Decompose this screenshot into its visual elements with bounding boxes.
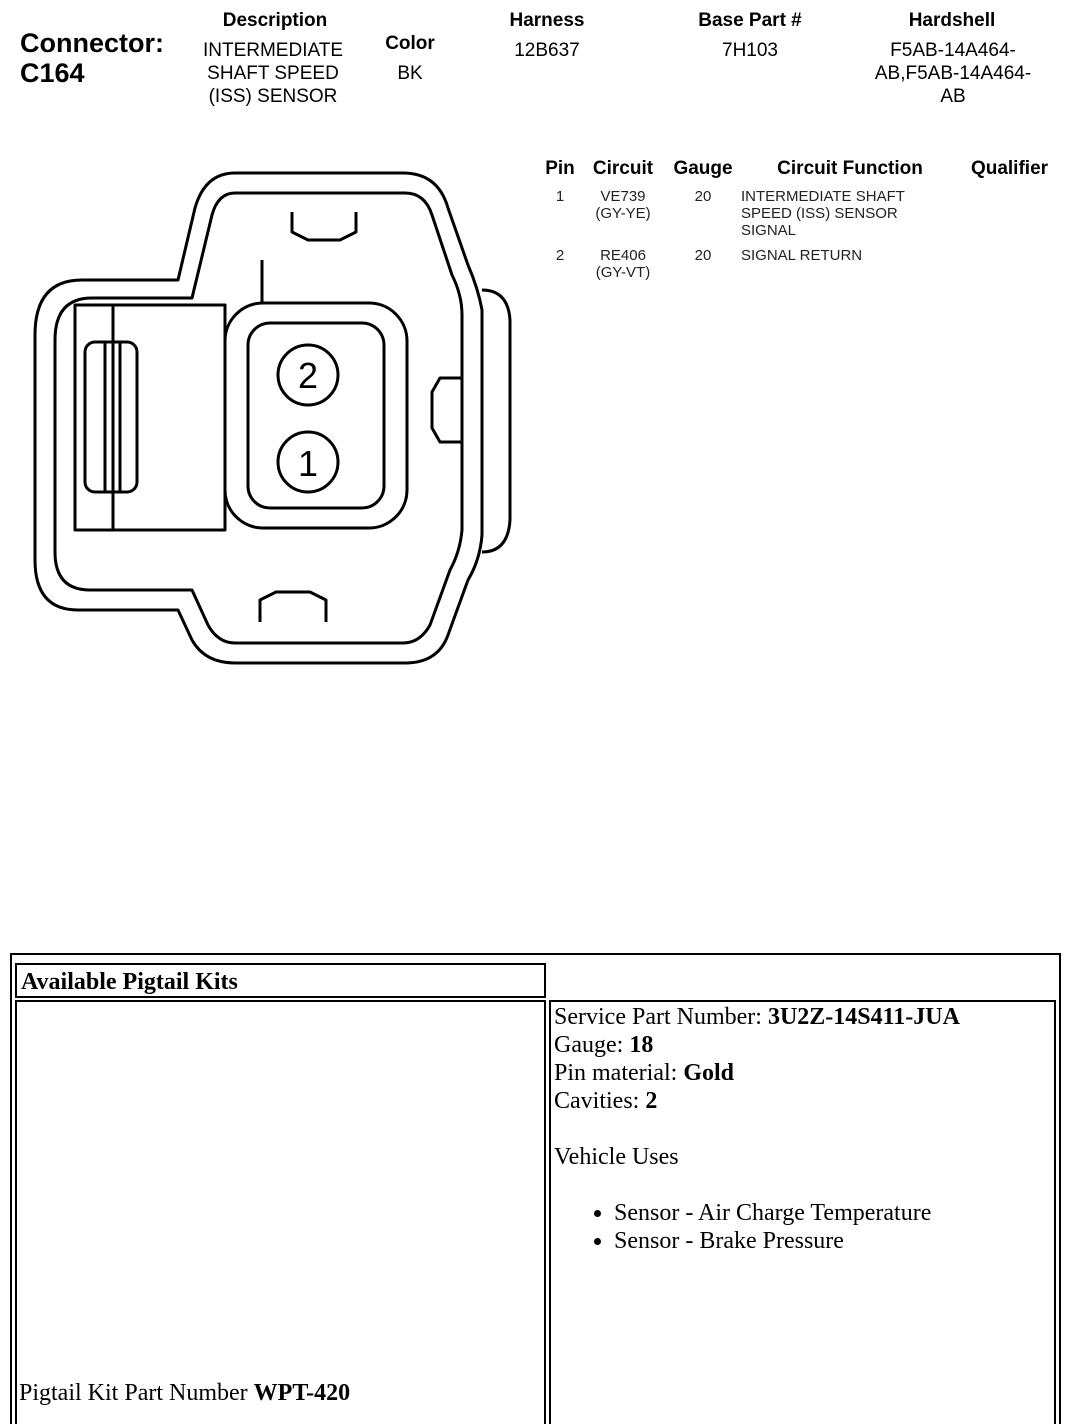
pin-column-header: Pin <box>545 158 575 179</box>
harness-header: Harness <box>509 10 585 31</box>
pin-1-circuit-id: VE739 <box>600 188 646 205</box>
pigtail-title: Available Pigtail Kits <box>21 969 238 995</box>
latch-plate <box>75 305 225 530</box>
cavities-value: 2 <box>645 1088 658 1114</box>
function-column-header: Circuit Function <box>777 158 923 179</box>
right-keyway <box>432 378 462 442</box>
connector-face-diagram <box>20 160 520 680</box>
pin-material-label: Pin material: <box>554 1060 684 1086</box>
pin-1-wire-color: (GY-YE) <box>595 205 651 222</box>
harness-value: 12B637 <box>514 40 580 61</box>
gauge-column-header: Gauge <box>673 158 733 179</box>
pin-1-number: 1 <box>555 188 565 205</box>
pin-material-value: Gold <box>683 1060 734 1086</box>
qualifier-column-header: Qualifier <box>970 158 1049 179</box>
connector-id: C164 <box>20 58 85 88</box>
gauge-line <box>554 1031 1049 1059</box>
bottom-keyway <box>260 592 326 622</box>
circuit-column-header: Circuit <box>592 158 654 179</box>
pigtail-image-cell <box>15 1000 546 1424</box>
pigtail-title-cell <box>15 963 546 998</box>
top-keyway <box>292 212 356 240</box>
cavities-line <box>554 1087 1049 1115</box>
cavities-label: Cavities: <box>554 1088 646 1114</box>
terminal-housing-outer <box>225 303 407 528</box>
color-header: Color <box>385 33 435 54</box>
pin-2-circuit <box>583 247 663 281</box>
pin-2-number: 2 <box>555 247 565 264</box>
service-part-number: 3U2Z-14S411-JUA <box>767 1004 960 1030</box>
cavity-1-label: 1 <box>297 443 319 484</box>
pin-1-circuit <box>583 188 663 222</box>
color-value: BK <box>397 63 423 84</box>
pin-2-function: SIGNAL RETURN <box>741 247 863 264</box>
inner-shell-outline <box>55 193 462 643</box>
list-item: • Sensor - Brake Pressure <box>614 1227 1049 1255</box>
pin-2-gauge: 20 <box>694 247 712 264</box>
hardshell-value: F5AB-14A464-AB,F5AB-14A464-AB <box>874 40 1032 107</box>
pin-1-function: INTERMEDIATE SHAFT SPEED (ISS) SENSOR SIGNAL <box>741 188 905 239</box>
description-header: Description <box>222 10 328 31</box>
list-item: • Sensor - Air Charge Temperature <box>614 1199 1049 1227</box>
cavity-2-label: 2 <box>297 355 319 396</box>
pigtail-kit-part <box>19 1378 350 1408</box>
gauge-label: Gauge: <box>554 1032 630 1058</box>
pigtail-kit-part-number: WPT-420 <box>253 1380 351 1406</box>
side-bump-outline <box>482 290 510 552</box>
description-value: INTERMEDIATE SHAFT SPEED (ISS) SENSOR <box>202 40 344 107</box>
pin-2-wire-color: (GY-VT) <box>595 264 651 281</box>
pigtail-details <box>554 1003 1049 1255</box>
latch-tab <box>85 342 137 492</box>
vehicle-uses-list <box>554 1199 1049 1255</box>
base-part-header: Base Part # <box>698 10 802 31</box>
pin-1-gauge: 20 <box>694 188 712 205</box>
base-part-value: 7H103 <box>722 40 778 61</box>
pin-material-line <box>554 1059 1049 1087</box>
hardshell-header: Hardshell <box>908 10 996 31</box>
service-part-line <box>554 1003 1049 1031</box>
connector-header <box>20 28 164 88</box>
connector-label: Connector: <box>20 28 164 58</box>
gauge-value: 18 <box>629 1032 654 1058</box>
service-part-label: Service Part Number: <box>554 1004 768 1030</box>
vehicle-uses-label: Vehicle Uses <box>554 1144 679 1170</box>
pin-2-circuit-id: RE406 <box>600 247 646 264</box>
pigtail-kit-part-label: Pigtail Kit Part Number <box>19 1380 254 1406</box>
